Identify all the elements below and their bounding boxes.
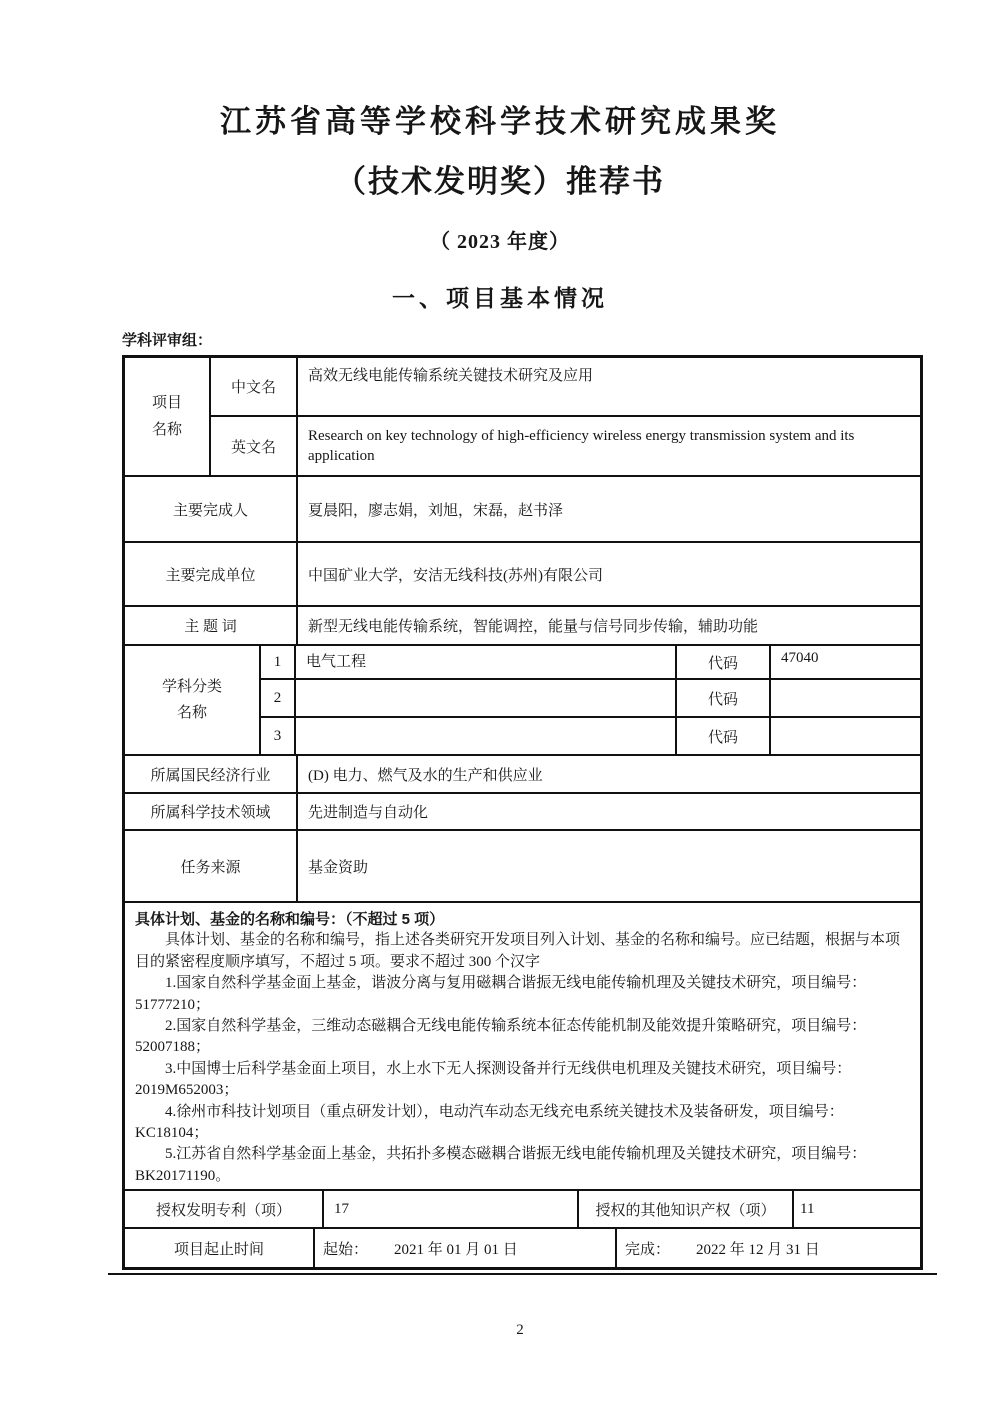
duration-start: [315, 1229, 617, 1267]
units-label: 主要完成单位: [125, 543, 298, 605]
table-row-duration: [125, 1229, 920, 1267]
other-ip-value: 11: [800, 1200, 815, 1217]
project-info-table: [122, 355, 923, 1270]
discipline-3-code: [771, 718, 920, 754]
discipline-label: 学科分类 名称: [125, 646, 261, 754]
duration-end-label: 完成：: [625, 1241, 671, 1258]
discipline-row-1: [261, 646, 920, 680]
table-row-patents: [125, 1191, 920, 1229]
en-name-label: 英文名: [211, 417, 298, 475]
table-row-cn-name: [211, 358, 920, 417]
completers-value: 夏晨阳，廖志娟，刘旭，宋磊，赵书泽: [308, 502, 564, 519]
plans-item-3: 3.中国博士后科学基金面上项目，水上水下无人探测设备并行无线供电机理及关键技术研究，项目编号：2019M652003；: [135, 1060, 852, 1099]
discipline-row-2: [261, 680, 920, 718]
discipline-3-code-label: 代码: [677, 718, 771, 754]
table-row-keywords: [125, 607, 920, 646]
industry-label: 所属国民经济行业: [125, 756, 298, 792]
plans-block: [125, 903, 920, 1189]
duration-end: [617, 1229, 920, 1267]
duration-start-value: 2021 年 01 月 01 日: [394, 1241, 518, 1258]
plans-intro: 具体计划、基金的名称和编号，指上述各类研究开发项目列入计划、基金的名称和编号。应已结题，根据与本项目的紧密程度顺序填写，不超过 5 项。要求不超过 300 个汉字: [135, 932, 901, 970]
table-row-units: [125, 543, 920, 607]
plans-item-1: 1.国家自然科学基金面上基金，谐波分离与复用磁耦合谐振无线电能传输机理及关键技术研究，项目编号：51777210；: [135, 975, 867, 1013]
table-row-plans: [125, 903, 920, 1191]
discipline-2-no: 2: [261, 680, 296, 716]
cn-name-value: 高效无线电能传输系统关键技术研究及应用: [308, 368, 594, 384]
discipline-2-code-label: 代码: [677, 680, 771, 716]
review-group-label: 学科评审组：: [122, 332, 213, 349]
duration-start-label: 起始：: [323, 1241, 369, 1258]
document-title-line2: （技术发明奖）推荐书: [335, 164, 665, 199]
discipline-3-no: 3: [261, 718, 296, 754]
discipline-row-3: [261, 718, 920, 754]
tech-field-label: 所属科学技术领域: [125, 794, 298, 829]
completers-label: 主要完成人: [125, 477, 298, 541]
plans-heading: 具体计划、基金的名称和编号：（不超过 5 项）: [135, 911, 445, 928]
keywords-label: 主 题 词: [125, 607, 298, 644]
plans-item-5: 5.江苏省自然科学基金面上基金，共拓扑多模态磁耦合谐振无线电能传输机理及关键技术研究，项目编号：BK20171190。: [135, 1146, 867, 1184]
document-title-line1: 江苏省高等学校科学技术研究成果奖: [220, 104, 780, 139]
patents-label: 授权发明专利（项）: [125, 1191, 324, 1227]
table-row-tech-field: [125, 794, 920, 831]
discipline-1-name: 电气工程: [296, 646, 677, 678]
discipline-1-no: 1: [261, 646, 296, 678]
en-name-value: Research on key technology of high-efficiency wireless energy transmission system and its application: [308, 428, 855, 464]
table-row-en-name: [211, 417, 920, 475]
units-value: 中国矿业大学，安洁无线科技(苏州)有限公司: [308, 567, 603, 584]
project-name-label: 项目 名称: [125, 358, 211, 475]
table-row-completers: [125, 477, 920, 543]
industry-value: (D) 电力、燃气及水的生产和供应业: [308, 767, 543, 784]
discipline-2-name: [296, 680, 677, 716]
discipline-1-code-label: 代码: [677, 646, 771, 678]
page-number: 2: [516, 1322, 524, 1338]
other-ip-label: 授权的其他知识产权（项）: [579, 1191, 794, 1227]
table-row-project-name: [125, 358, 920, 477]
discipline-1-code: 47040: [781, 650, 819, 666]
duration-end-value: 2022 年 12 月 31 日: [696, 1241, 820, 1258]
duration-label: 项目起止时间: [125, 1229, 315, 1267]
task-source-value: 基金资助: [308, 859, 369, 876]
tech-field-value: 先进制造与自动化: [308, 805, 429, 821]
task-source-label: 任务来源: [125, 831, 298, 901]
plans-item-2: 2.国家自然科学基金，三维动态磁耦合无线电能传输系统本征态传能机制及能效提升策略研究，项目编号：52007188；: [135, 1018, 867, 1056]
table-row-industry: [125, 756, 920, 794]
plans-item-4: 4.徐州市科技计划项目（重点研发计划），电动汽车动态无线充电系统关键技术及装备研发，项目编号：KC18104；: [135, 1103, 844, 1142]
discipline-3-name: [296, 718, 677, 754]
discipline-2-code: [771, 680, 920, 716]
keywords-value: 新型无线电能传输系统，智能调控，能量与信号同步传输，辅助功能: [308, 619, 759, 635]
section-title: 一、项目基本情况: [392, 285, 608, 311]
document-year: （ 2023 年度）: [430, 231, 570, 253]
table-row-discipline: [125, 646, 920, 756]
cn-name-label: 中文名: [211, 358, 298, 415]
table-bottom-double-line: [108, 1273, 937, 1275]
table-row-task-source: [125, 831, 920, 903]
patents-value: 17: [324, 1191, 579, 1227]
